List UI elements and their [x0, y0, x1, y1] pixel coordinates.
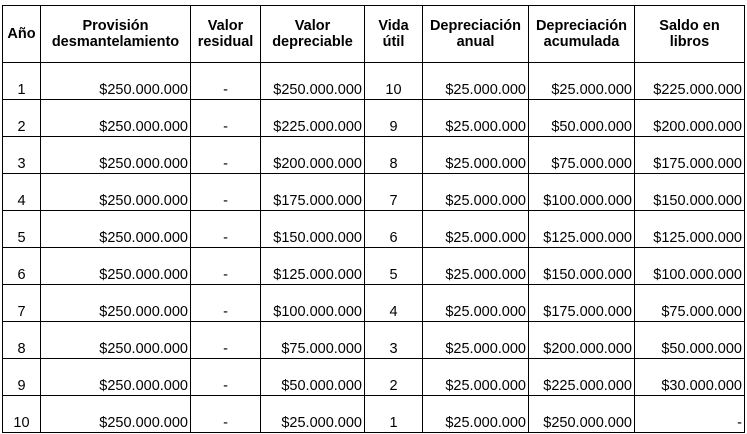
- header-accumulated-depreciation: [529, 6, 635, 63]
- header-annual-depreciation: [423, 6, 529, 63]
- header-depreciable-line2: depreciable: [272, 34, 353, 50]
- cell-provision: $250.000.000: [41, 211, 191, 248]
- table-row: [3, 211, 745, 248]
- cell-year: 3: [3, 137, 41, 174]
- cell-life: 3: [365, 322, 423, 359]
- header-row: [3, 6, 745, 63]
- header-residual-line2: residual: [197, 34, 254, 50]
- header-accumulated-line1: Depreciación: [535, 18, 628, 34]
- table-row: [3, 359, 745, 396]
- cell-depreciable: $225.000.000: [261, 100, 365, 137]
- cell-provision: $250.000.000: [41, 174, 191, 211]
- header-life-line2: útil: [382, 34, 405, 50]
- cell-depreciable: $150.000.000: [261, 211, 365, 248]
- cell-accumulated: $125.000.000: [529, 211, 635, 248]
- cell-life: 2: [365, 359, 423, 396]
- cell-depreciable: $75.000.000: [261, 322, 365, 359]
- cell-depreciable: $25.000.000: [261, 396, 365, 433]
- cell-residual: -: [191, 137, 261, 174]
- table-row: [3, 63, 745, 100]
- header-accumulated-line2: acumulada: [543, 34, 620, 50]
- cell-depreciable: $50.000.000: [261, 359, 365, 396]
- cell-year: 9: [3, 359, 41, 396]
- header-book-value: [635, 6, 745, 63]
- header-annual-line2: anual: [456, 34, 495, 50]
- cell-accumulated: $200.000.000: [529, 322, 635, 359]
- cell-life: 4: [365, 285, 423, 322]
- table-row: [3, 322, 745, 359]
- table-row: [3, 137, 745, 174]
- cell-year: 2: [3, 100, 41, 137]
- table-row: [3, 100, 745, 137]
- header-depreciable-value: [261, 6, 365, 63]
- depreciation-table: [2, 5, 745, 433]
- header-residual-line1: Valor: [207, 18, 244, 34]
- cell-book-value: $75.000.000: [635, 285, 745, 322]
- cell-annual: $25.000.000: [423, 396, 529, 433]
- cell-annual: $25.000.000: [423, 285, 529, 322]
- cell-provision: $250.000.000: [41, 396, 191, 433]
- cell-residual: -: [191, 211, 261, 248]
- cell-depreciable: $250.000.000: [261, 63, 365, 100]
- cell-residual: -: [191, 100, 261, 137]
- header-provision-line2: desmantelamiento: [51, 34, 180, 50]
- cell-book-value: $225.000.000: [635, 63, 745, 100]
- cell-depreciable: $100.000.000: [261, 285, 365, 322]
- cell-annual: $25.000.000: [423, 359, 529, 396]
- header-provision-line1: Provisión: [82, 18, 149, 34]
- cell-book-value: $200.000.000: [635, 100, 745, 137]
- cell-life: 7: [365, 174, 423, 211]
- cell-accumulated: $175.000.000: [529, 285, 635, 322]
- cell-year: 6: [3, 248, 41, 285]
- header-depreciable-line1: Valor: [294, 18, 331, 34]
- cell-annual: $25.000.000: [423, 100, 529, 137]
- cell-residual: -: [191, 359, 261, 396]
- cell-year: 4: [3, 174, 41, 211]
- cell-year: 10: [3, 396, 41, 433]
- header-residual-value: [191, 6, 261, 63]
- header-book-line2: libros: [669, 34, 710, 50]
- cell-depreciable: $200.000.000: [261, 137, 365, 174]
- cell-book-value: $100.000.000: [635, 248, 745, 285]
- cell-year: 1: [3, 63, 41, 100]
- cell-annual: $25.000.000: [423, 322, 529, 359]
- cell-provision: $250.000.000: [41, 63, 191, 100]
- cell-life: 1: [365, 396, 423, 433]
- cell-year: 8: [3, 322, 41, 359]
- cell-provision: $250.000.000: [41, 137, 191, 174]
- cell-life: 8: [365, 137, 423, 174]
- cell-life: 6: [365, 211, 423, 248]
- cell-book-value: $30.000.000: [635, 359, 745, 396]
- header-life-line1: Vida: [378, 18, 409, 34]
- cell-life: 10: [365, 63, 423, 100]
- table-row: [3, 174, 745, 211]
- table-row: [3, 396, 745, 433]
- cell-year: 5: [3, 211, 41, 248]
- cell-annual: $25.000.000: [423, 174, 529, 211]
- header-year-label: Año: [7, 26, 36, 42]
- header-year: [3, 6, 41, 63]
- cell-annual: $25.000.000: [423, 248, 529, 285]
- cell-residual: -: [191, 174, 261, 211]
- header-provision: [41, 6, 191, 63]
- cell-year: 7: [3, 285, 41, 322]
- cell-provision: $250.000.000: [41, 285, 191, 322]
- cell-provision: $250.000.000: [41, 100, 191, 137]
- cell-book-value: $175.000.000: [635, 137, 745, 174]
- cell-annual: $25.000.000: [423, 63, 529, 100]
- cell-life: 9: [365, 100, 423, 137]
- cell-book-value: $50.000.000: [635, 322, 745, 359]
- cell-accumulated: $75.000.000: [529, 137, 635, 174]
- cell-annual: $25.000.000: [423, 137, 529, 174]
- cell-life: 5: [365, 248, 423, 285]
- cell-book-value: -: [635, 396, 745, 433]
- cell-book-value: $150.000.000: [635, 174, 745, 211]
- cell-depreciable: $175.000.000: [261, 174, 365, 211]
- cell-residual: -: [191, 248, 261, 285]
- cell-provision: $250.000.000: [41, 248, 191, 285]
- header-book-line1: Saldo en: [659, 18, 720, 34]
- table-row: [3, 248, 745, 285]
- cell-accumulated: $225.000.000: [529, 359, 635, 396]
- cell-accumulated: $25.000.000: [529, 63, 635, 100]
- header-annual-line1: Depreciación: [429, 18, 522, 34]
- cell-accumulated: $250.000.000: [529, 396, 635, 433]
- cell-annual: $25.000.000: [423, 211, 529, 248]
- table-row: [3, 285, 745, 322]
- cell-depreciable: $125.000.000: [261, 248, 365, 285]
- cell-provision: $250.000.000: [41, 322, 191, 359]
- cell-residual: -: [191, 285, 261, 322]
- cell-residual: -: [191, 63, 261, 100]
- cell-book-value: $125.000.000: [635, 211, 745, 248]
- cell-residual: -: [191, 396, 261, 433]
- header-useful-life: [365, 6, 423, 63]
- cell-provision: $250.000.000: [41, 359, 191, 396]
- cell-accumulated: $100.000.000: [529, 174, 635, 211]
- cell-accumulated: $50.000.000: [529, 100, 635, 137]
- cell-residual: -: [191, 322, 261, 359]
- cell-accumulated: $150.000.000: [529, 248, 635, 285]
